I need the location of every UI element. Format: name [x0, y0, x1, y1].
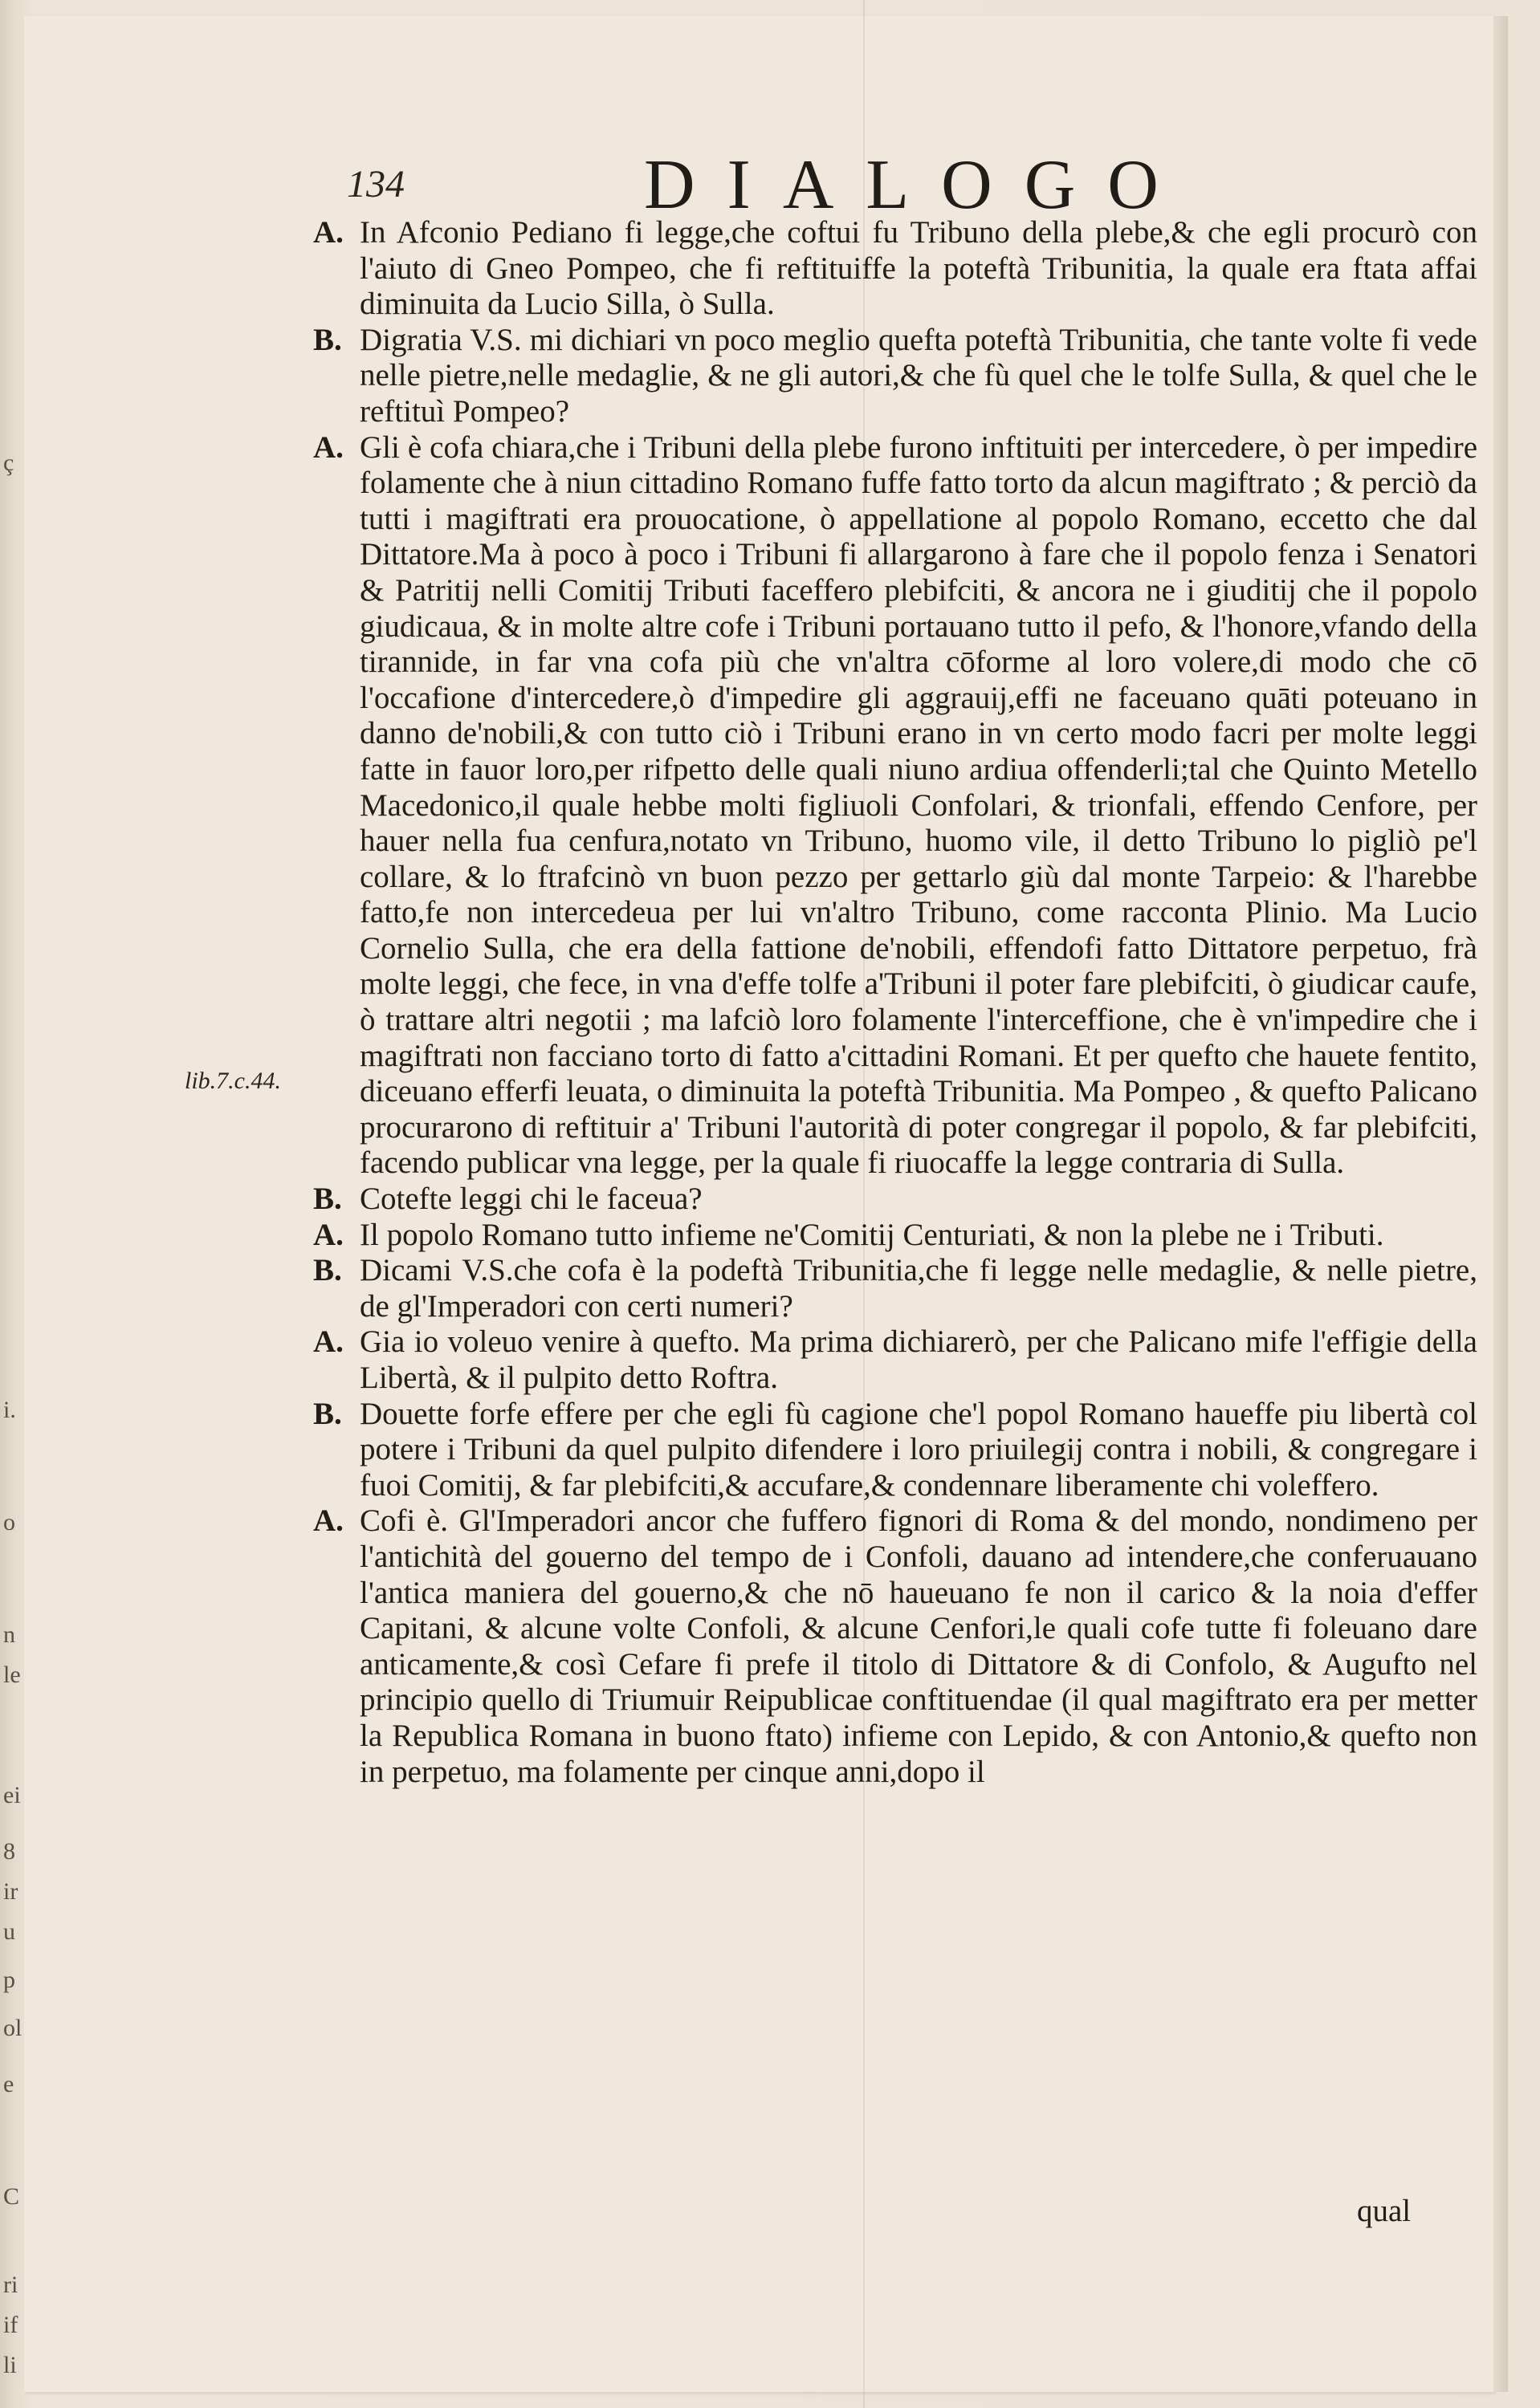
- speaker-label: A.: [313, 1503, 344, 1539]
- speaker-label: B.: [313, 1253, 342, 1288]
- bleed-through-fragment: ol: [3, 2015, 22, 2041]
- paragraph-text: Douette forfe effere per che egli fù cagione che'l popol Romano haueffe piu libertà col potere i Tribuni da quel pulpito difendere i loro priuilegij contra i nobili, & congregare i fuoi Comitij, & far plebifciti,& accufare,& condennare liberamente chi voleffero.: [360, 1396, 1477, 1503]
- speaker-label: A.: [313, 215, 344, 250]
- dialogue-body: [313, 215, 1477, 1790]
- dialogue-paragraph: [313, 323, 1477, 430]
- speaker-label: A.: [313, 429, 344, 465]
- running-title: DIALOGO: [644, 146, 1191, 224]
- marginal-note: lib.7.c.44.: [185, 1068, 281, 1094]
- dialogue-paragraph: [313, 215, 1477, 323]
- dialogue-paragraph: [313, 1324, 1477, 1396]
- speaker-label: B.: [313, 1182, 342, 1217]
- page-number: 134: [347, 163, 405, 205]
- bleed-through-fragment: i.: [3, 1397, 16, 1423]
- bleed-through-fragment: u: [3, 1918, 15, 1945]
- dialogue-paragraph: [313, 1182, 1477, 1218]
- bleed-through-fragment: o: [3, 1509, 15, 1536]
- bleed-through-fragment: p: [3, 1967, 15, 1993]
- bleed-through-fragment: n: [3, 1621, 15, 1648]
- speaker-label: B.: [313, 322, 342, 357]
- paragraph-text: Il popolo Romano tutto infieme ne'Comitij Centuriati, & non la plebe ne i Tributi.: [360, 1217, 1384, 1252]
- dialogue-paragraph: [313, 1397, 1477, 1504]
- bleed-through-fragment: ç: [3, 449, 14, 476]
- bleed-through-fragment: ei: [3, 1782, 21, 1808]
- paragraph-text: Cotefte leggi chi le faceua?: [360, 1182, 703, 1217]
- bleed-through-fragment: le: [3, 1662, 21, 1688]
- paragraph-text: Gli è cofa chiara,che i Tribuni della plebe furono inftituiti per intercedere, ò per impedire folamente che à niun cittadino Romano fuffe fatto torto da alcun magiftrato ; & perciò da tutti i magiftrati era prouocatione, ò appellatione al popolo Romano, eccetto che dal Dittatore.Ma à poco à poco i Tribuni fi allargarono à fare che il popolo fenza i Senatori & Patritij nelli Comitij Tributi faceffero plebifciti, & ancora ne i giuditij che il popolo giudicaua, & in molte altre cofe i Tribuni portauano tutto il pefo, & l'honore,vfando della tirannide, in far vna cofa più che vn'altra cōforme al loro volere,di modo che cō l'occafione d'intercedere,ò d'impedire gli aggrauij,effi ne faceuano quāti poteuano in danno de'nobili,& con tutto ciò i Tribuni erano in vn certo modo facri per molte leggi fatte in fauor loro,per rifpetto delle quali niuno ardiua offenderli;tal che Quinto Metello Macedonico,il quale hebbe molti figliuoli Confolari, & trionfali, effendo Cenfore, per hauer nella fua cenfura,notato vn Tribuno, huomo vile, il detto Tribuno lo pigliò pe'l collare, & lo ftrafcinò vn buon pezzo per gettarlo giù dal monte Tarpeio: & l'harebbe fatto,fe non intercedeua per lui vn'altro Tribuno, come racconta Plinio. Ma Lucio Cornelio Sulla, che era della fattione de'nobili, effendofi fatto Dittatore perpetuo, frà molte leggi, che fece, in vna d'effe tolfe a'Tribuni il poter fare plebifciti, ò giudicar caufe, ò trattare altri negotii ; ma lafciò loro folamente l'interceffione, che è vn'impedire che i magiftrati non facciano torto di fatto a'cittadini Romani. Et per quefto che hauete fentito, diceuano efferfi leuata, o diminuita la poteftà Tribunitia. Ma Pompeo , & quefto Palicano procurarono di reftituir a' Tribuni l'autorità di poter congregar il popolo, & far plebifciti, facendo publicar vna legge, per la quale fi riuocaffe la legge contraria di Sulla.: [360, 429, 1477, 1181]
- dialogue-paragraph: [313, 430, 1477, 1182]
- dialogue-paragraph: [313, 1503, 1477, 1790]
- paragraph-text: Digratia V.S. mi dichiari vn poco meglio quefta poteftà Tribunitia, che tante volte fi vede nelle pietre,nelle medaglie, & ne gli autori,& che fù quel che le tolfe Sulla, & quel che le reftituì Pompeo?: [360, 322, 1477, 429]
- speaker-label: A.: [313, 1324, 344, 1360]
- bleed-through-fragment: if: [3, 2312, 18, 2338]
- dialogue-paragraph: [313, 1218, 1477, 1254]
- speaker-label: A.: [313, 1217, 344, 1252]
- bleed-through-fragment: C: [3, 2183, 20, 2210]
- paragraph-text: Gia io voleuo venire à quefto. Ma prima dichiarerò, per che Palicano mife l'effigie della Libertà, & il pulpito detto Roftra.: [360, 1324, 1477, 1395]
- catchword: qual: [1357, 2194, 1412, 2228]
- paragraph-text: In Afconio Pediano fi legge,che coftui fu Tribuno della plebe,& che egli procurò con l'aiuto di Gneo Pompeo, che fi reftituiffe la poteftà Tribunitia, la quale era ftata affai diminuita da Lucio Silla, ò Sulla.: [360, 215, 1477, 322]
- bleed-through-fragment: ir: [3, 1878, 18, 1905]
- bleed-through-fragment: li: [3, 2352, 17, 2378]
- dialogue-paragraph: [313, 1253, 1477, 1324]
- speaker-label: B.: [313, 1396, 342, 1431]
- paragraph-text: Cofi è. Gl'Imperadori ancor che fuffero fignori di Roma & del mondo, nondimeno per l'antichità del gouerno del tempo de i Confoli, dauano ad intendere,che conferuauano l'antica maniera del gouerno,& che nō haueuano fe non il carico & la noia d'effer Capitani, & alcune volte Confoli, & alcune Cenfori,le quali cofe tutte fi foleuano dare anticamente,& così Cefare fi prefe il titolo di Dittatore & di Confolo, & Augufto nel principio quello di Triumuir Reipublicae conftituendae (il qual magiftrato era per metter la Republica Romana in buono ftato) infieme con Lepido, & con Antonio,& quefto non in perpetuo, ma folamente per cinque anni,dopo il: [360, 1503, 1477, 1789]
- bleed-through-fragment: ri: [3, 2272, 18, 2298]
- paragraph-text: Dicami V.S.che cofa è la podeftà Tribunitia,che fi legge nelle medaglie, & nelle pietre, de gl'Imperadori con certi numeri?: [360, 1253, 1477, 1324]
- bleed-through-fragment: 8: [3, 1838, 15, 1865]
- bleed-through-fragment: e: [3, 2071, 14, 2097]
